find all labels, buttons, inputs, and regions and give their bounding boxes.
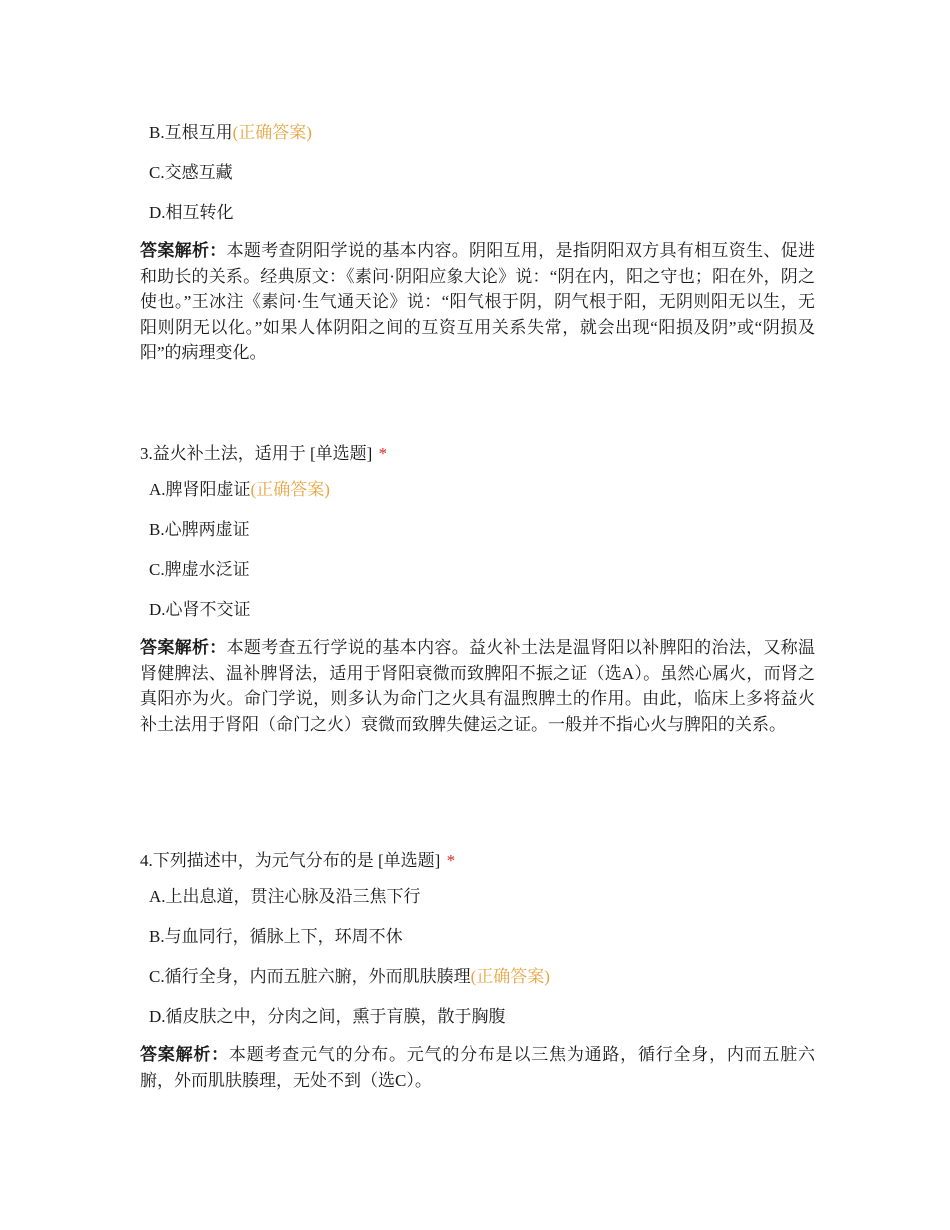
- option-label: A.上出息道，贯注心脉及沿三焦下行: [149, 887, 421, 906]
- option-label: A.脾肾阳虚证: [149, 480, 251, 499]
- option-item: [140, 519, 815, 541]
- analysis-label: 答案解析：: [140, 1045, 229, 1064]
- option-label: C.交感互藏: [149, 163, 233, 182]
- option-label: D.相互转化: [149, 203, 234, 222]
- required-marker: *: [378, 444, 388, 463]
- option-label: B.与血同行，循脉上下，环周不休: [149, 927, 403, 946]
- option-item: [140, 202, 815, 224]
- correct-answer-tag: (正确答案): [232, 123, 312, 142]
- question-text: 4.下列描述中，为元气分布的是 [单选题]: [140, 851, 441, 870]
- correct-answer-tag: (正确答案): [470, 967, 550, 986]
- option-label: D.循皮肤之中，分肉之间，熏于肓膜，散于胸腹: [149, 1007, 506, 1026]
- question-4-block: [140, 850, 815, 1093]
- option-label: D.心肾不交证: [149, 600, 251, 619]
- analysis-text: 本题考查五行学说的基本内容。益火补土法是温肾阳以补脾阳的治法，又称温肾健脾法、温补脾肾法，适用于肾阳衰微而致脾阳不振之证（选A）。虽然心属火，而肾之真阳亦为火。命门学说，则多认为命门之火具有温煦脾土的作用。由此，临床上多将益火补土法用于肾阳（命门之火）衰微而致脾失健运之证。一般并不指心火与脾阳的关系。: [140, 638, 816, 734]
- option-label: B.心脾两虚证: [149, 520, 250, 539]
- analysis-text: 本题考查阴阳学说的基本内容。阴阳互用，是指阴阳双方具有相互资生、促进和助长的关系。经典原文：《素问·阴阳应象大论》说：“阴在内，阳之守也；阳在外，阴之使也。”王冰注《素问·生气通天论》说：“阳气根于阴，阴气根于阳，无阴则阳无以生，无阳则阴无以化。”如果人体阴阳之间的互资互用关系失常，就会出现“阳损及阴”或“阴损及阳”的病理变化。: [140, 241, 816, 362]
- option-item: [140, 886, 815, 908]
- answer-analysis: [140, 238, 815, 366]
- option-item: [140, 162, 815, 184]
- option-label: C.循行全身，内而五脏六腑，外而肌肤腠理: [149, 967, 471, 986]
- option-item: [140, 966, 815, 988]
- question-2-block: [140, 122, 815, 366]
- option-label: B.互根互用: [149, 123, 233, 142]
- option-label: C.脾虚水泛证: [149, 560, 250, 579]
- answer-analysis: [140, 635, 815, 737]
- analysis-label: 答案解析：: [140, 638, 227, 657]
- option-item: [140, 479, 815, 501]
- required-marker: *: [446, 851, 456, 870]
- option-item: [140, 1006, 815, 1028]
- option-item: [140, 559, 815, 581]
- correct-answer-tag: (正确答案): [250, 480, 330, 499]
- question-title: [140, 850, 815, 872]
- question-text: 3.益火补土法，适用于 [单选题]: [140, 444, 373, 463]
- analysis-label: 答案解析：: [140, 241, 227, 260]
- question-3-block: [140, 443, 815, 737]
- option-item: [140, 599, 815, 621]
- option-item: [140, 926, 815, 948]
- answer-analysis: [140, 1042, 815, 1093]
- question-title: [140, 443, 815, 465]
- option-item: [140, 122, 815, 144]
- analysis-text: 本题考查元气的分布。元气的分布是以三焦为通路，循行全身，内而五脏六腑，外而肌肤腠理，无处不到（选C）。: [140, 1045, 816, 1090]
